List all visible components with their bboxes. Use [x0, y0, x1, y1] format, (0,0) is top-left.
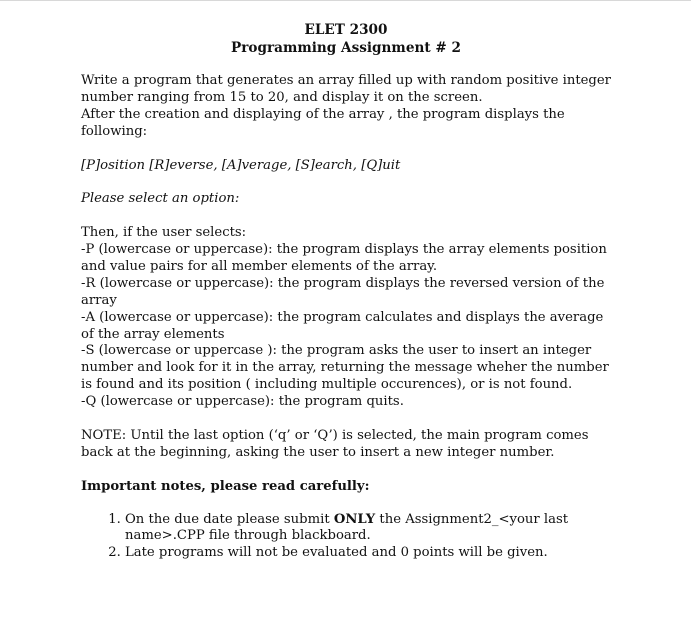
important-notes-heading: Important notes, please read carefully:: [81, 478, 370, 494]
document-header: [81, 22, 611, 57]
note-1-after: the Assignment2_<your last name>.CPP file through blackboard.: [125, 511, 569, 544]
spacer: [81, 462, 611, 479]
intro-paragraph-2: After the creation and displaying of the array , the program displays the following:: [81, 106, 565, 139]
assignment-document: [81, 22, 611, 562]
menu-line: [P]osition [R]everse, [A]verage, [S]earch, [Q]uit: [81, 157, 401, 173]
note-2-text: Late programs will not be evaluated and 0 points will be given.: [125, 545, 548, 561]
option-position: -P (lowercase or uppercase): the program displays the array elements position and value pairs for all member elements of the array.: [81, 242, 607, 274]
option-search: -S (lowercase or uppercase ): the program asks the user to insert an integer number and look for it in the array, returning the message wheher the number is found and its position ( including multiple occurences), or is not found.: [81, 343, 609, 393]
intro-paragraph-1: Write a program that generates an array filled up with random positive integer number ranging from 15 to 20, and display it on the screen.: [81, 73, 611, 105]
course-title: ELET 2300: [304, 22, 388, 38]
important-notes-list: [81, 512, 611, 563]
list-item: [125, 545, 611, 562]
spacer: [81, 208, 611, 225]
option-reverse: -R (lowercase or uppercase): the program displays the reversed version of the array: [81, 275, 605, 308]
spacer: [81, 174, 611, 191]
prompt-line: Please select an option:: [81, 191, 240, 207]
option-average: -A (lowercase or uppercase): the program calculates and displays the average of the array elements: [81, 309, 604, 342]
spacer: [81, 411, 611, 428]
list-item: [125, 512, 611, 546]
note-1-before: On the due date please submit: [125, 511, 334, 527]
note-paragraph: NOTE: Until the last option (‘q’ or ‘Q’) is selected, the main program comes back at the beginning, asking the user to insert a new integer number.: [81, 427, 589, 460]
assignment-title: Programming Assignment # 2: [231, 39, 461, 56]
option-quit: -Q (lowercase or uppercase): the program quits.: [81, 394, 404, 410]
note-1-emphasis: ONLY: [333, 511, 376, 527]
top-border-line: [0, 0, 691, 1]
options-intro: Then, if the user selects:: [81, 225, 247, 241]
spacer: [81, 141, 611, 158]
